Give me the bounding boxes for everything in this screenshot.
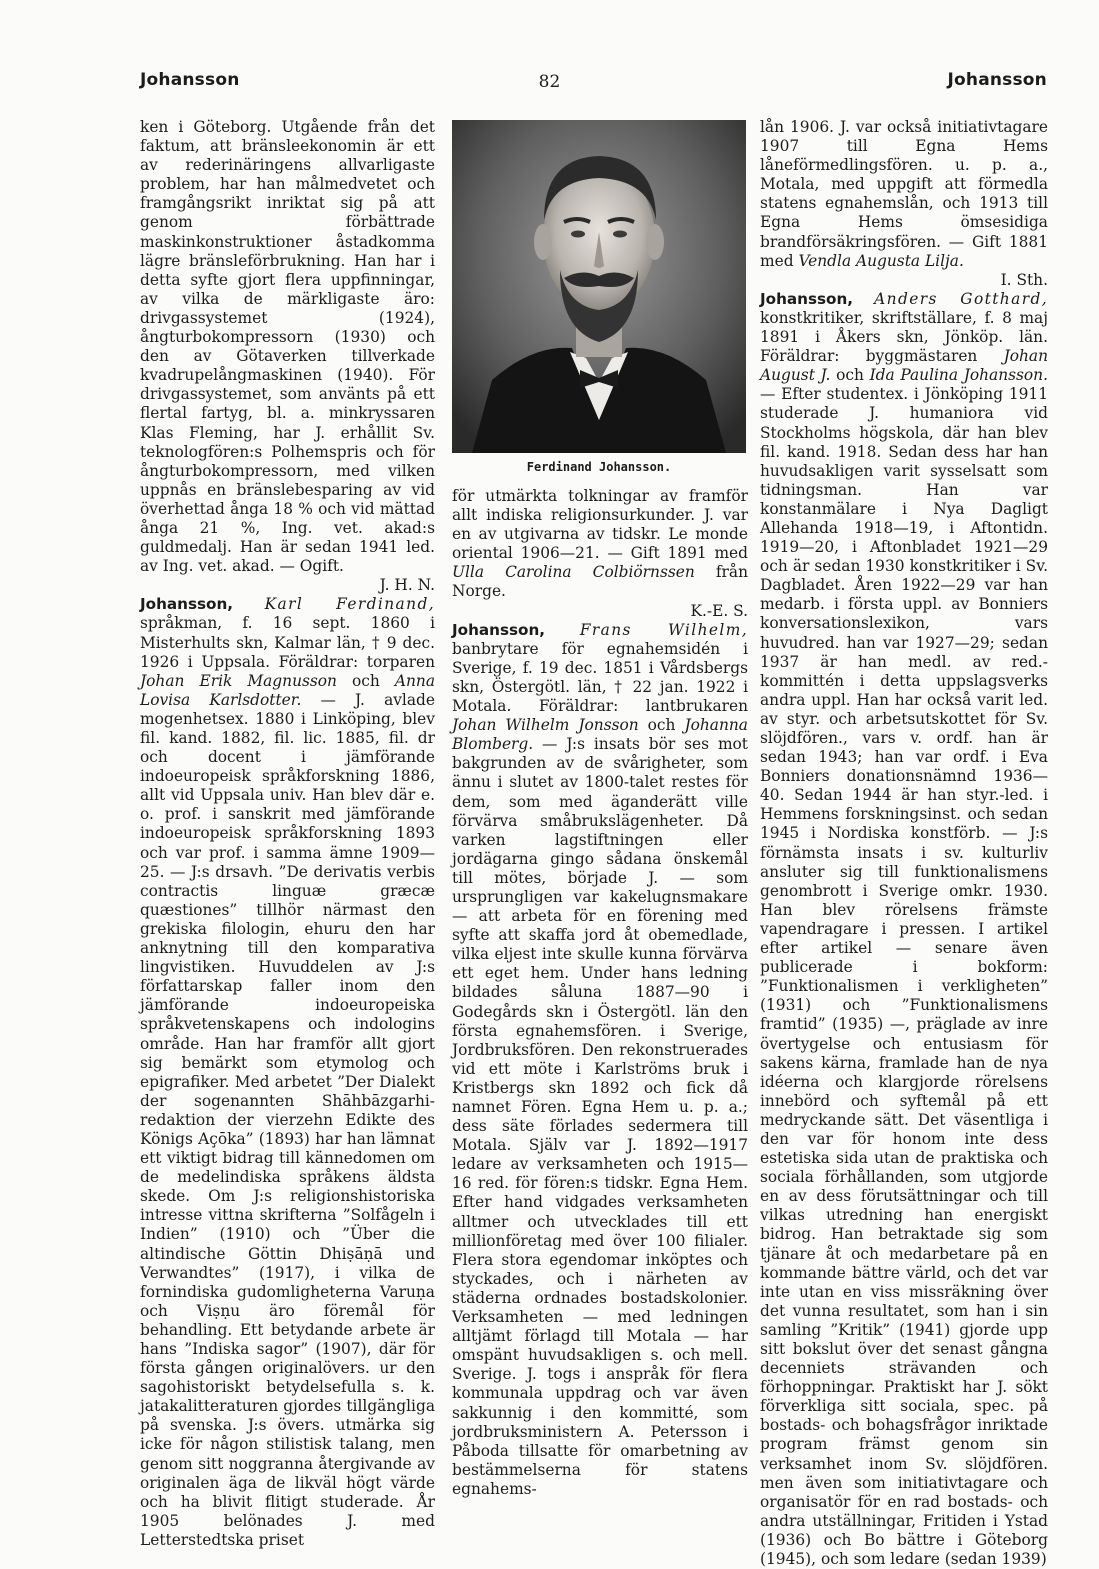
running-head-right: Johansson	[947, 70, 1047, 90]
entry-text: — Efter studentex. i Jönköping 1911 studerade J. humaniora vid Stockholms högskola, där han blev fil. kand. 1918. Sedan dess har han huvudsakligen varit sysselsatt som tidningsman. Han var konstanmälare i Nya Dagligt Allehanda 1918—19, i Aftontidn. 1919—20, i Aftonbladet 1921—29 och är sedan 1930 konstkritiker i Sv. Dagbladet. Åren 1922—29 var han medarb. i första uppl. av Bonniers konversationslexikon, vars huvudred. han var 1927—29; sedan 1937 är han medl. av red.-kommittén i detta uppslagsverks andra uppl. Han har också varit led. av styr. och arbetsutskottet för Sv. slöjdfören., vars v. ordf. han är sedan 1943; han var ordf. i Eva Bonniers donationsnämnd 1936—40. Sedan 1944 är han styr.-led. i Hemmens forskningsinst. och sedan 1945 i Nordiska konstförb. — J:s förnämsta insats i sv. kulturliv ansluter sig till funktionalismens genombrott i Sverige omkr. 1930. Han blev rörelsens främste vapendragare i pressen. I artikel efter artikel — senare även publicerade i bokform: ”Funktionalismen i verkligheten” (1931) och ”Funktionalismens framtid” (1935) —, präglade av inre övertygelse och entusiasm för sakens kärna, framlade han de nya idéerna och klargjorde rörelsens innebörd och syftemål på ett medryckande sätt. Det väsentliga i den var för honom inte dess estetiska sida utan de praktiska och sociala förhållanden, som utgjorde en av dess förutsättningar och till vilkas utredning han energiskt bidrog. Han betraktade sig som tjänare åt och medarbetare på en kommande bättre värld, och det var inte utan en viss missräkning över det vunna resultatet, som han i sin samling ”Kritik” (1941) gjorde upp sitt bokslut över det senast gångna decenniets strävanden och förhoppningar. Praktiskt har J. sökt förverkliga sitt sociala, spec. på bostads- och bohagsfrågor inriktade program främst genom sin verksamhet inom Sv. slöjdfören. men även som initiativtagare och organisatör för en rad bostads- och andra utställningar, Fritiden i Ystad (1936) och Bo bättre i Göteborg (1945), och som ledare (sedan 1939)	[760, 385, 1048, 1569]
entry-surname: Johansson,	[140, 595, 234, 614]
entry-surname: Johansson,	[452, 620, 546, 639]
signature: K.-E. S.	[690, 601, 748, 620]
father-name: Johan August J.	[760, 347, 1048, 385]
entry-given-names: Anders Gotthard,	[874, 289, 1048, 308]
entry-text: — J:s insats bör ses mot bakgrunden av de svårigheter, som ännu i slutet av 1800-talet restes för dem, som med äganderätt ville förvärva småbrukslägenheter. Då varken lagstiftningen eller jordägarna gingo sådana önskemål till mötes, började J. — som ursprungligen var kakelugnsmakare — att arbeta för en förening med syfte att skaffa jord åt obemedlade, vilka eljest inte skulle kunna förvärva ett eget hem. Under hans ledning bildades såluna 1887—90 i Godegårds skn i Östergötl. län den första egnahemsfören. i Sverige, Jordbruksfören. Den rekonstruerades vid ett möte i Karlströms bruk i Kristbergs skn 1892 och fick då namnet Fören. Egna Hem u. p. a.; dess säte förlades sedermera till Motala. Själv var J. 1892—1917 ledare av verksamheten och 1915—16 red. för fören:s tidskr. Egna Hem. Efter hand vidgades verksamheten alltmer och utvecklades till ett millionföretag med över 100 filialer. Flera stora egendomar inköptes och styckades, och i närheten av städerna ordnades bostadskolonier. Verksamheten — med ledningen alltjämt förlagd till Motala — har omspänt huvudsakligen s. och mell. Sverige. J. togs i anspråk för flera kommunala uppdrag och var även sakkunnig i den kommitté, som jordbruksministern A. Petersson i Påboda tillsatte för omarbetning av bestämmelserna för statens egnahems-	[452, 735, 748, 1498]
entry-frans-wilhelm	[452, 621, 748, 1499]
spouse-name: Ulla Carolina Colbiörnssen	[452, 563, 695, 582]
paragraph	[452, 487, 748, 621]
paragraph-text: för utmärkta tolkningar av framför allt indiska religionsurkunder. J. var en av utgivarna av tidskr. Le monde oriental 1906—21. — Gift 1891 med	[452, 487, 748, 563]
mother-name: Ida Paulina Johansson.	[869, 366, 1048, 385]
running-head-left: Johansson	[140, 70, 240, 90]
father-name: Johan Erik Magnusson	[140, 671, 337, 690]
entry-anders-gotthard	[760, 290, 1048, 1569]
column-3	[760, 118, 1048, 1569]
entry-given-names: Karl Ferdinand,	[264, 595, 435, 614]
entry-karl-ferdinand	[140, 595, 435, 1550]
portrait-photo	[452, 120, 746, 453]
father-name: Johan Wilhelm Jonsson	[452, 716, 639, 735]
page-number: 82	[538, 72, 561, 92]
paragraph-text: ken i Göteborg. Utgående från det faktum, att bränsleekonomin är ett av rederinäringens allvarligaste problem, har han målmedvetet och framgångsrikt inriktat sig på att genom förbättrade maskinkonstruktioner åstadkomma lägre bränsleförbrukning. Han har i detta syfte gjort flera uppfinningar, av vilka de märkligaste äro: drivgassystemet (1924), ångturbokompressorn (1930) och den av Götaverken tillverkade kvadrupelångmaskinen (1940). För drivgassystemet, som använts på ett flertal fartyg, bl. a. minkryssaren Klas Fleming, har J. erhållit Sv. teknologfören:s Polhemspris och för ångturbokompressorn, med vilken uppnås en bränslebesparing av vid överhettad ånga 18 % och vid mättad ånga 21 %, Ing. vet. akad:s guldmedalj. Han är sedan 1941 led. av Ing. vet. akad. — Ogift.	[140, 118, 435, 576]
entry-text: och	[830, 366, 870, 385]
signature: J. H. N.	[379, 576, 435, 595]
photo-caption: Ferdinand Johansson.	[526, 460, 672, 474]
mother-name: Anna Lovisa Karlsdotter.	[140, 671, 435, 709]
entry-surname: Johansson,	[760, 289, 854, 308]
column-2	[452, 487, 748, 1499]
entry-text: banbrytare för egnahemsidén i Sverige, f. 19 dec. 1851 i Vårdsbergs skn, Östergötl. län, † 22 jan. 1922 i Motala. Föräldrar: lantbrukaren	[452, 639, 748, 716]
spouse-name: Vendla Augusta Lilja.	[798, 251, 964, 270]
entry-text: och	[638, 716, 685, 735]
entry-text: språkman, f. 16 sept. 1860 i Misterhults skn, Kalmar län, † 9 dec. 1926 i Uppsala. Föräldrar: torparen	[140, 614, 435, 671]
entry-given-names: Frans Wilhelm,	[579, 620, 748, 639]
entry-text: konstkritiker, skriftställare, f. 8 maj 1891 i Åkers skn, Jönköp. län. Föräldrar: byggmästaren	[760, 308, 1048, 366]
entry-text: — J. avlade mogenhetsex. 1880 i Linköping, blev fil. kand. 1882, fil. lic. 1885, fil. dr och docent i jämförande indoeuropeisk språkforskning 1886, allt vid Uppsala univ. Han blev där e. o. prof. i sanskrit med jämförande indoeuropeisk språkforskning 1893 och var prof. i samma ämne 1909—25. — J:s drsavh. ”De derivatis verbis contractis linguæ græcæ quæstiones” tillhör närmast den grekiska filologin, ehuru den har anknytning till den komparativa lingvistiken. Huvuddelen av J:s författarskap faller inom den jämförande indoeuropeiska språkvetenskapens och indologins område. Han har framför allt gjort sig bemärkt som etymolog och epigrafiker. Med arbetet ”Der Dialekt der sogenannten Shāhbāzgarhi-redaktion der vierzehn Edikte des Königs Açōka” (1893) har han lämnat ett viktigt bidrag till kännedomen om de medelindiska språkens äldsta skede. Om J:s religionshistoriska intresse vittna skrifterna ”Solfågeln i Indien” (1910) och ”Über die altindische Göttin Dhiṣāṇā und Verwandtes” (1917), i vilka de fornindiska gudomligheterna Varuṇa och Viṣṇu äro föremål för behandling. Ett betydande arbete är hans ”Indiska sagor” (1907), där för första gången originalövers. ur den sagohistoriskt betydelsefulla s. k. jatakalitteraturen gjordes tillgängliga på svenska. J:s övers. utmärka sig icke för någon stilistisk talang, men genom sitt noggranna återgivande av originalen äga de likväl högt värde och ha blivit flitigt studerade. År 1905 belönades J. med Letterstedtska priset	[140, 690, 435, 1549]
entry-text: och	[336, 671, 395, 690]
signature: I. Sth.	[1000, 270, 1048, 289]
paragraph	[140, 118, 435, 595]
paragraph-text: lån 1906. J. var också initiativtagare 1907 till Egna Hems låneförmedlingsfören. u. p. a., Motala, med uppgift att förmedla statens egnahemslån, och 1913 till Egna Hems ömsesidiga brandförsäkringsfören. — Gift 1881 med	[760, 118, 1048, 270]
paragraph	[760, 118, 1048, 290]
paragraph-text: från Norge.	[452, 563, 748, 601]
column-1	[140, 118, 435, 1550]
mother-name: Johanna Blomberg.	[452, 716, 748, 754]
